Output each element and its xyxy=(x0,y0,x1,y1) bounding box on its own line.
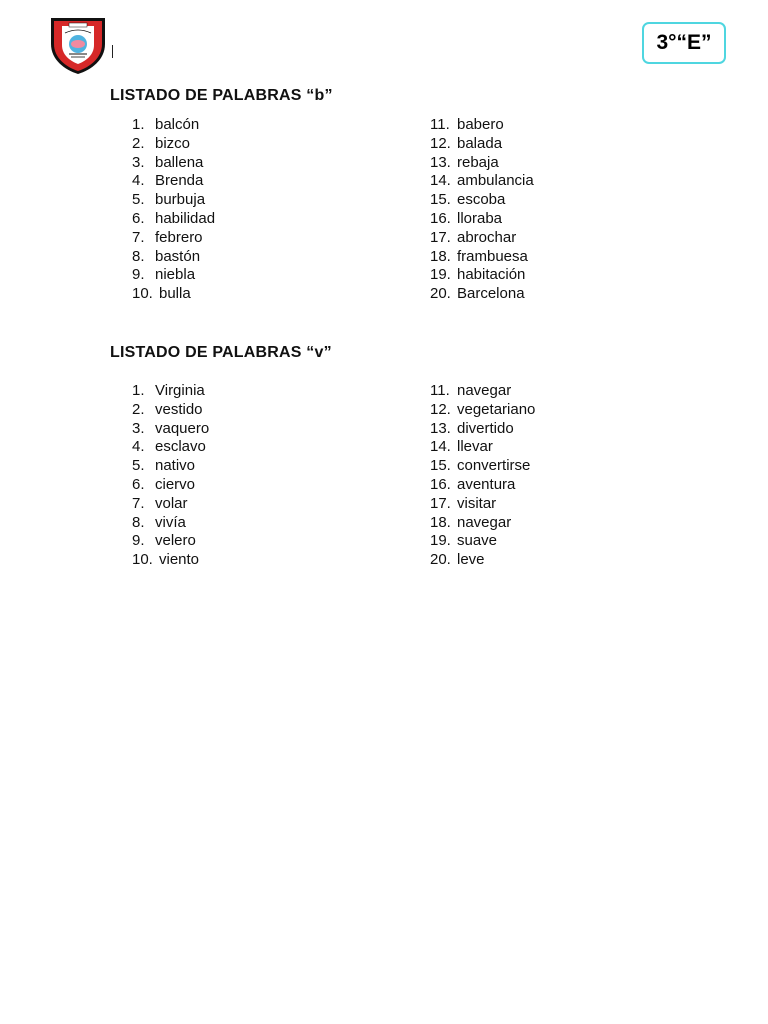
list-item-number: 12. xyxy=(430,400,451,418)
list-item-word: suave xyxy=(457,532,498,550)
list-item-number: 8. xyxy=(132,247,145,265)
list-item-number: 1. xyxy=(132,382,145,399)
list-item xyxy=(430,210,534,229)
list-item xyxy=(132,191,215,210)
list-item-number: 10. xyxy=(132,285,153,303)
list-item xyxy=(430,191,534,210)
list-item-number: 7. xyxy=(132,494,145,512)
list-item-word: vivía xyxy=(155,513,186,531)
list-item-word: niebla xyxy=(155,266,196,284)
list-item xyxy=(132,248,215,267)
list-item-word: convertirse xyxy=(457,457,531,475)
list-item-number: 11. xyxy=(430,116,450,133)
list-item-number: 20. xyxy=(430,285,451,303)
list-item xyxy=(132,116,215,135)
list-item-word: escoba xyxy=(457,191,506,209)
list-item xyxy=(132,135,215,154)
list-item-number: 14. xyxy=(430,172,451,190)
list-item xyxy=(132,210,215,229)
list-item-word: balcón xyxy=(155,116,200,133)
list-item xyxy=(132,285,215,304)
list-item-number: 19. xyxy=(430,532,451,550)
list-item xyxy=(430,438,535,457)
list-item xyxy=(430,476,535,495)
list-item-number: 13. xyxy=(430,419,451,437)
list-item-number: 10. xyxy=(132,551,153,569)
list-item-word: llevar xyxy=(457,438,493,456)
list-item-word: velero xyxy=(155,532,196,550)
list-item-number: 3. xyxy=(132,419,145,437)
list-item xyxy=(132,551,209,570)
word-list-b-left xyxy=(132,116,215,304)
grade-label: 3°“E” xyxy=(656,31,712,54)
list-item xyxy=(430,401,535,420)
list-item-number: 16. xyxy=(430,209,451,227)
list-item xyxy=(430,457,535,476)
list-item xyxy=(132,457,209,476)
list-item xyxy=(132,229,215,248)
list-item xyxy=(132,266,215,285)
list-item-number: 17. xyxy=(430,228,451,246)
list-item-word: divertido xyxy=(457,419,514,437)
list-item-word: frambuesa xyxy=(457,247,528,265)
list-item xyxy=(132,438,209,457)
list-item xyxy=(430,229,534,248)
list-item xyxy=(430,420,535,439)
list-item-word: ballena xyxy=(155,153,204,171)
grade-badge xyxy=(642,22,726,64)
list-item-number: 5. xyxy=(132,457,145,475)
list-item-word: ciervo xyxy=(155,475,196,493)
word-list-b-right xyxy=(430,116,534,304)
list-item-number: 6. xyxy=(132,475,145,493)
list-item-word: balada xyxy=(457,134,503,152)
list-item xyxy=(132,420,209,439)
list-item xyxy=(430,532,535,551)
list-item xyxy=(132,495,209,514)
list-item-word: esclavo xyxy=(155,438,206,456)
list-item xyxy=(430,154,534,173)
list-item-number: 4. xyxy=(132,172,145,190)
list-item-word: volar xyxy=(155,494,188,512)
list-item xyxy=(132,532,209,551)
list-item xyxy=(430,266,534,285)
list-item xyxy=(132,401,209,420)
list-item xyxy=(430,551,535,570)
list-item-word: nativo xyxy=(155,457,196,475)
list-item-number: 2. xyxy=(132,134,145,152)
list-item-number: 18. xyxy=(430,247,451,265)
list-item-word: habitación xyxy=(457,266,526,284)
word-list-v-left xyxy=(132,382,209,570)
list-item-word: bulla xyxy=(159,285,191,303)
list-item-number: 11. xyxy=(430,382,450,399)
list-item-word: burbuja xyxy=(155,191,206,209)
list-item xyxy=(132,382,209,401)
list-item-number: 18. xyxy=(430,513,451,531)
list-item-number: 17. xyxy=(430,494,451,512)
list-item xyxy=(430,285,534,304)
list-item xyxy=(430,135,534,154)
word-list-v-right xyxy=(430,382,535,570)
list-item xyxy=(430,172,534,191)
list-item xyxy=(132,514,209,533)
list-item-number: 2. xyxy=(132,400,145,418)
list-item-word: Brenda xyxy=(155,172,204,190)
list-item-word: Barcelona xyxy=(457,285,525,303)
list-item-number: 13. xyxy=(430,153,451,171)
list-item-number: 20. xyxy=(430,551,451,569)
list-item xyxy=(430,382,535,401)
list-item-word: febrero xyxy=(155,228,203,246)
list-item-word: habilidad xyxy=(155,209,216,227)
list-item-number: 16. xyxy=(430,475,451,493)
list-item xyxy=(132,172,215,191)
list-item-word: abrochar xyxy=(457,228,517,246)
list-item xyxy=(430,248,534,267)
list-item-word: visitar xyxy=(457,494,497,512)
list-item-number: 7. xyxy=(132,228,145,246)
list-item-word: vaquero xyxy=(155,419,210,437)
list-item-word: vestido xyxy=(155,400,203,418)
list-item-number: 9. xyxy=(132,266,145,284)
list-item-number: 3. xyxy=(132,153,145,171)
list-item-number: 19. xyxy=(430,266,451,284)
list-item xyxy=(430,116,534,135)
section-title-v: LISTADO DE PALABRAS “v” xyxy=(110,344,332,361)
list-item-word: navegar xyxy=(457,513,512,531)
list-item xyxy=(132,476,209,495)
list-item-word: vegetariano xyxy=(457,400,536,418)
list-item-word: viento xyxy=(159,551,200,569)
list-item-word: ambulancia xyxy=(457,172,534,190)
section-title-b: LISTADO DE PALABRAS “b” xyxy=(110,87,333,104)
list-item xyxy=(430,514,535,533)
school-crest-icon xyxy=(47,14,109,76)
list-item-word: bastón xyxy=(155,247,201,265)
list-item-number: 5. xyxy=(132,191,145,209)
list-item-word: babero xyxy=(457,116,504,133)
list-item-number: 4. xyxy=(132,438,145,456)
list-item-number: 1. xyxy=(132,116,145,133)
list-item-number: 6. xyxy=(132,209,145,227)
list-item xyxy=(132,154,215,173)
list-item-number: 15. xyxy=(430,457,451,475)
list-item-word: rebaja xyxy=(457,153,499,171)
list-item-number: 9. xyxy=(132,532,145,550)
text-cursor xyxy=(112,45,113,58)
list-item-word: leve xyxy=(457,551,485,569)
list-item-word: bizco xyxy=(155,134,191,152)
list-item-word: Virginia xyxy=(155,382,205,399)
list-item-number: 8. xyxy=(132,513,145,531)
list-item-word: lloraba xyxy=(457,209,503,227)
list-item-number: 14. xyxy=(430,438,451,456)
list-item-number: 12. xyxy=(430,134,451,152)
list-item xyxy=(430,495,535,514)
list-item-number: 15. xyxy=(430,191,451,209)
list-item-word: navegar xyxy=(457,382,512,399)
list-item-word: aventura xyxy=(457,475,516,493)
